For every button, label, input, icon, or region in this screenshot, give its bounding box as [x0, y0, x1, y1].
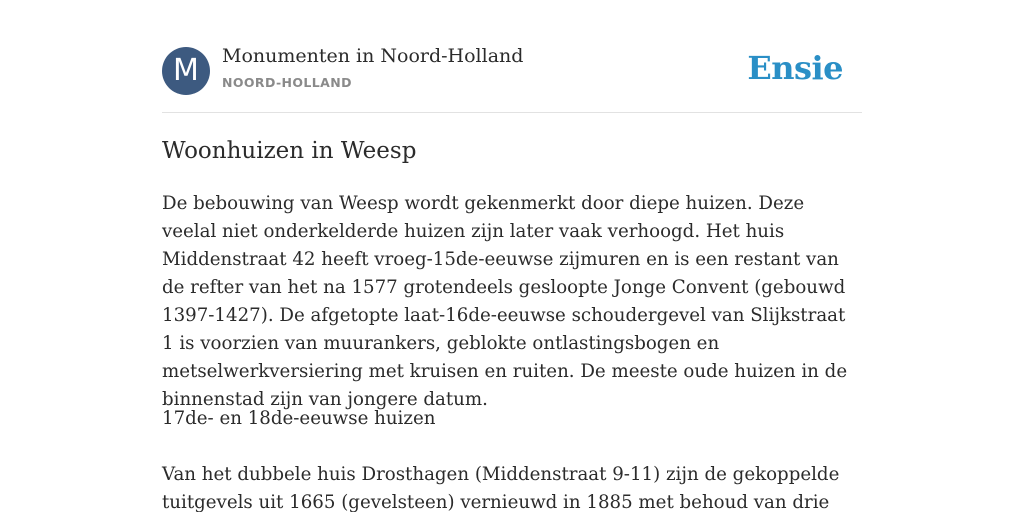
- article-paragraph-2: Van het dubbele huis Drosthagen (Middenstraat 9-11) zijn de gekoppelde tuitgevels uit 1665 (gevelsteen) vernieuwd in 1885 met behoud van drie: [162, 464, 840, 512]
- site-title[interactable]: Monumenten in Noord-Holland: [222, 45, 524, 67]
- ensie-logo[interactable]: Ensie: [747, 49, 843, 87]
- page-title: Woonhuizen in Weesp: [162, 138, 417, 164]
- header: [162, 0, 862, 113]
- page-container: [162, 0, 862, 512]
- site-subtitle[interactable]: NOORD-HOLLAND: [222, 75, 352, 90]
- section-subheading: 17de- en 18de-eeuwse huizen: [162, 408, 436, 429]
- avatar[interactable]: M: [162, 47, 210, 95]
- article-paragraph: De bebouwing van Weesp wordt gekenmerkt door diepe huizen. Deze veelal niet onderkelderde huizen zijn later vaak verhoogd. Het huis Middenstraat 42 heeft vroeg-15de-eeuwse zijmuren en is een restant van de refter van het na 1577 grotendeels gesloopte Jonge Convent (gebouwd 1397-1427). De afgetopte laat-16de-eeuwse schoudergevel van Slijkstraat 1 is voorzien van muurankers, geblokte ontlastingsbogen en metselwerkversiering met kruisen en ruiten. De meeste oude huizen in de binnenstad zijn van jongere datum.: [162, 193, 848, 410]
